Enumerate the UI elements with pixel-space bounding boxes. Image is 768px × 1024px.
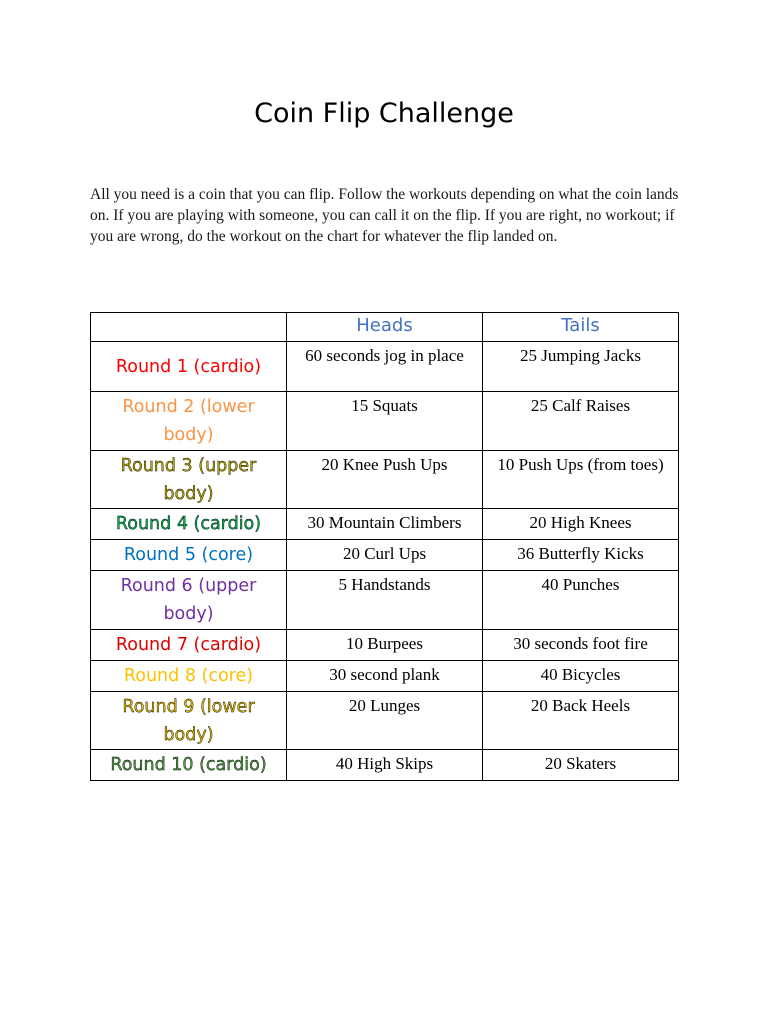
table-row: [91, 392, 679, 451]
page-title: Coin Flip Challenge: [254, 98, 514, 129]
tails-workout: 40 Bicycles: [483, 661, 679, 692]
tails-workout: 20 Skaters: [483, 750, 679, 781]
tails-workout: 20 High Knees: [483, 509, 679, 540]
heads-workout: 10 Burpees: [287, 630, 483, 661]
tails-workout: 30 seconds foot fire: [483, 630, 679, 661]
workout-table: [90, 312, 679, 781]
tails-workout: 40 Punches: [483, 571, 679, 630]
heads-workout: 20 Curl Ups: [287, 540, 483, 571]
heads-workout: 20 Lunges: [287, 692, 483, 750]
round-label: Round 6 (upper body): [91, 571, 287, 630]
heads-workout: 20 Knee Push Ups: [287, 451, 483, 509]
round-label: Round 1 (cardio): [91, 342, 287, 392]
table-header-row: [91, 313, 679, 342]
tails-workout: 10 Push Ups (from toes): [483, 451, 679, 509]
round-label: Round 5 (core): [91, 540, 287, 571]
heads-workout: 40 High Skips: [287, 750, 483, 781]
tails-workout: 25 Jumping Jacks: [483, 342, 679, 392]
tails-workout: 36 Butterfly Kicks: [483, 540, 679, 571]
round-label: Round 4 (cardio): [91, 509, 287, 540]
heads-workout: 30 Mountain Climbers: [287, 509, 483, 540]
table-row: [91, 661, 679, 692]
round-label: Round 7 (cardio): [91, 630, 287, 661]
round-label: Round 2 (lower body): [91, 392, 287, 451]
round-label: Round 10 (cardio): [91, 750, 287, 781]
tails-workout: 20 Back Heels: [483, 692, 679, 750]
table-row: [91, 451, 679, 509]
round-label: Round 3 (upper body): [91, 451, 287, 509]
header-tails: Tails: [483, 313, 679, 342]
round-label: Round 8 (core): [91, 661, 287, 692]
table-row: [91, 692, 679, 750]
table-row: [91, 571, 679, 630]
table-row: [91, 750, 679, 781]
heads-workout: 15 Squats: [287, 392, 483, 451]
intro-paragraph: All you need is a coin that you can flip. Follow the workouts depending on what the coin lands on. If you are playing with someone, you can call it on the flip. If you are right, no workout; if you are wrong, do the workout on the chart for whatever the flip landed on.: [90, 186, 679, 245]
table-row: [91, 540, 679, 571]
heads-workout: 5 Handstands: [287, 571, 483, 630]
table-row: [91, 342, 679, 392]
heads-workout: 30 second plank: [287, 661, 483, 692]
round-label: Round 9 (lower body): [91, 692, 287, 750]
table-row: [91, 509, 679, 540]
header-empty: [91, 313, 287, 342]
heads-workout: 60 seconds jog in place: [287, 342, 483, 392]
tails-workout: 25 Calf Raises: [483, 392, 679, 451]
table-row: [91, 630, 679, 661]
header-heads: Heads: [287, 313, 483, 342]
